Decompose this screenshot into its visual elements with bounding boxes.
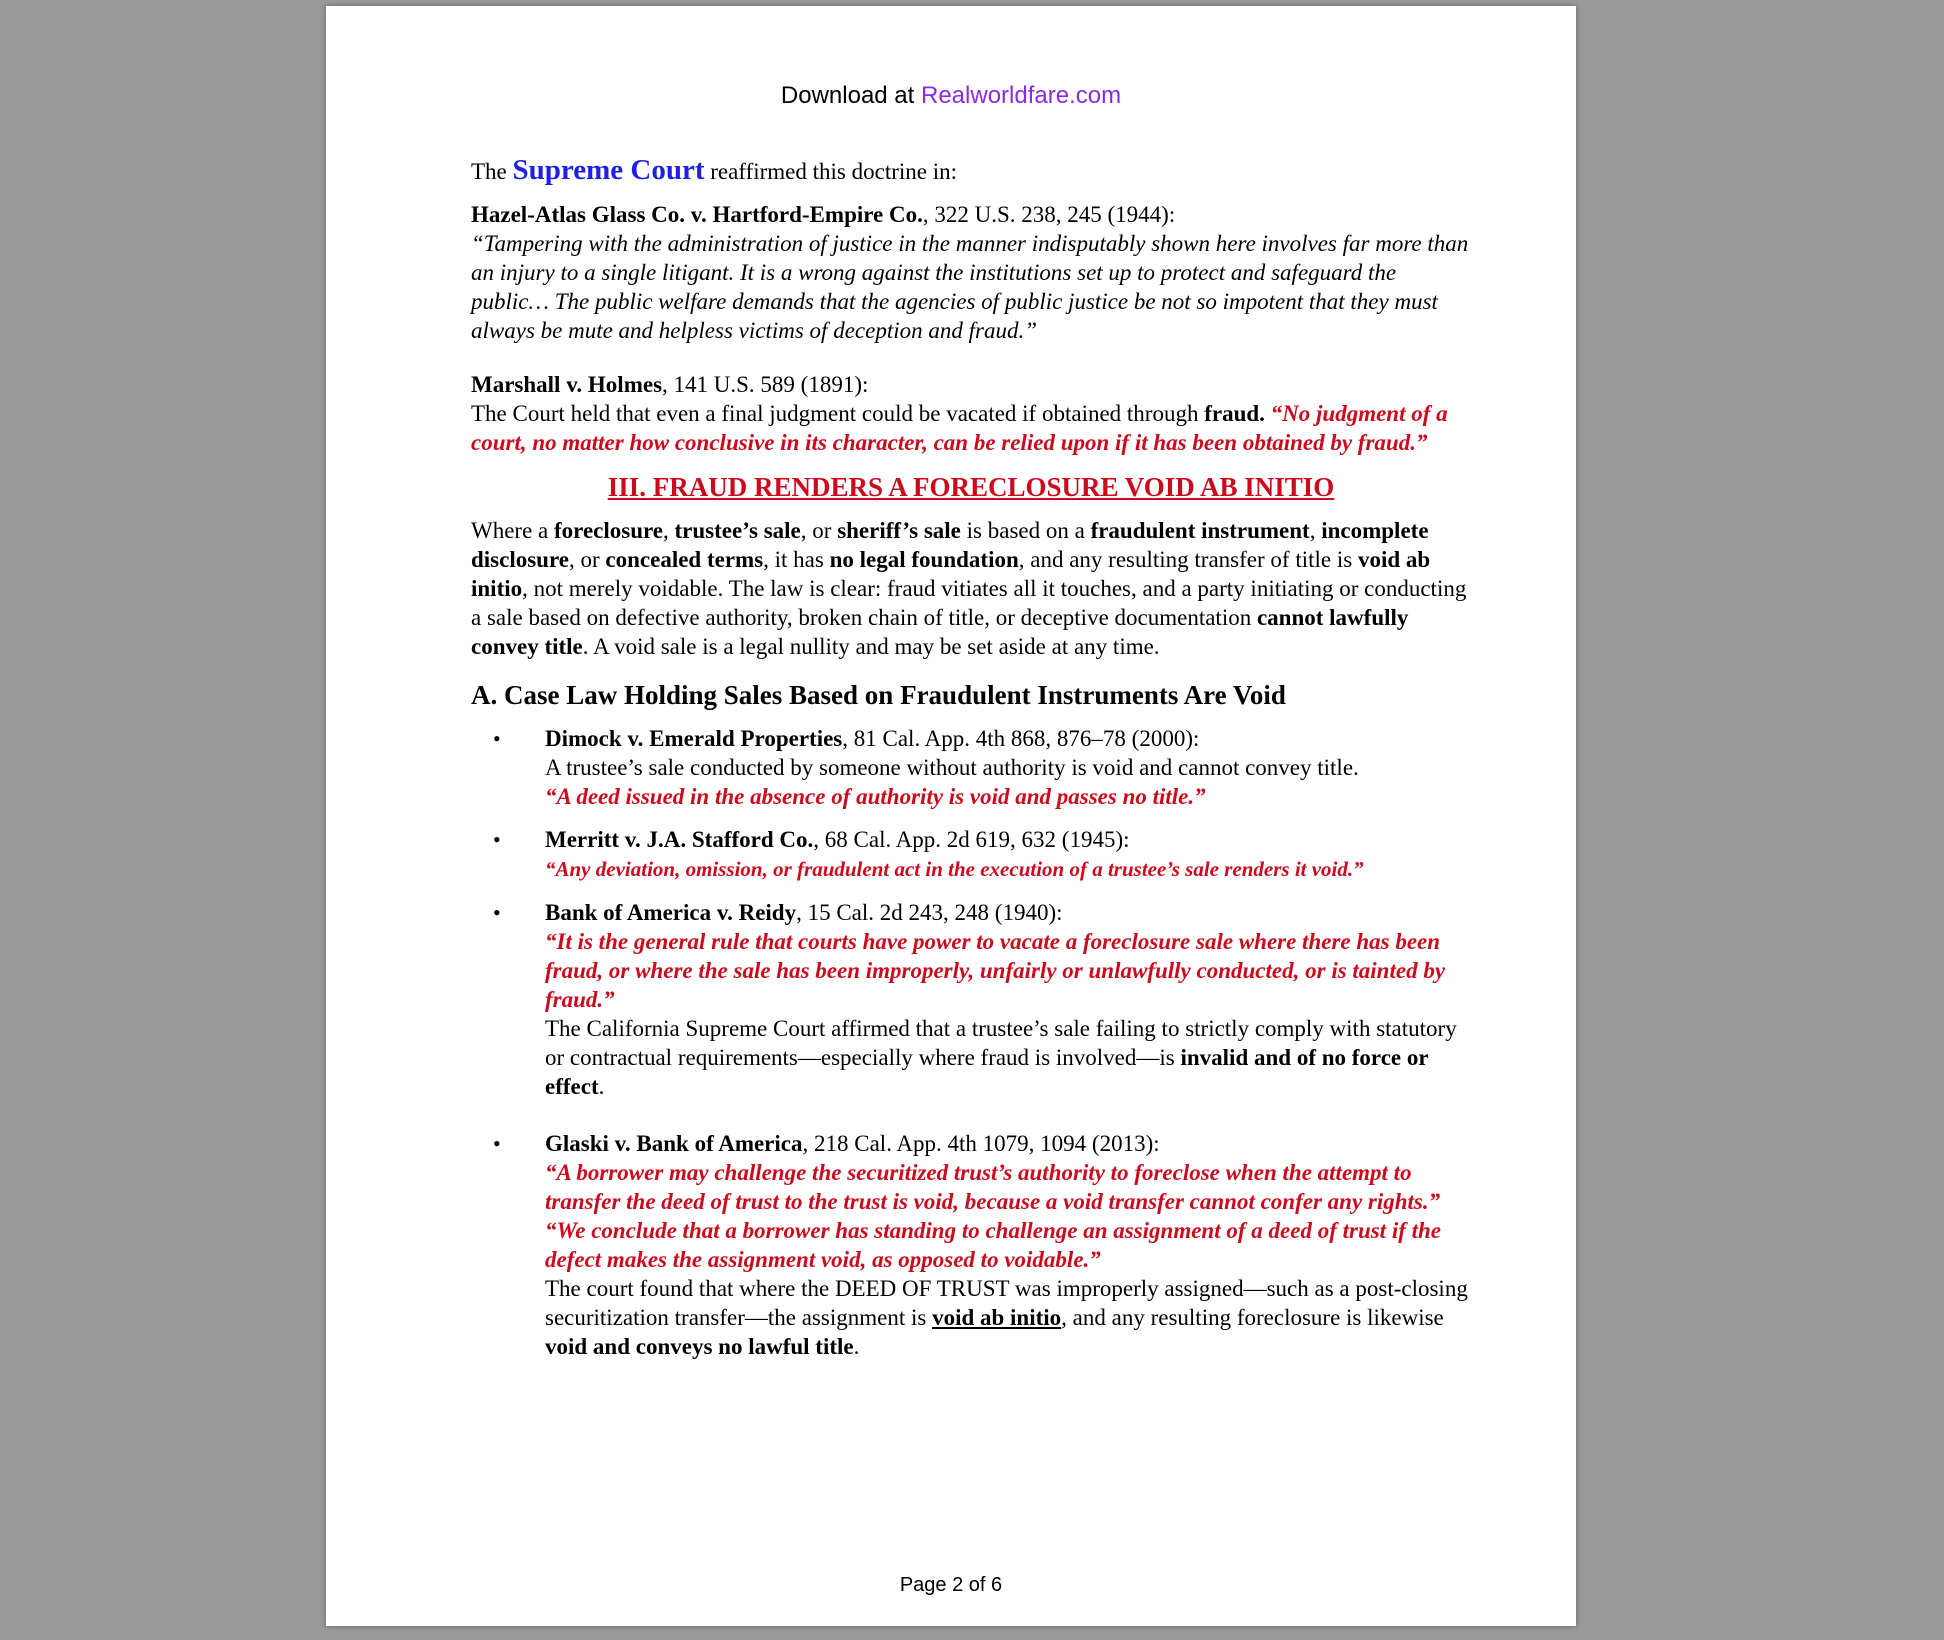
list-item (471, 825, 1471, 884)
intro-paragraph (471, 156, 1471, 186)
case-name: Dimock v. Emerald Properties (545, 726, 843, 751)
hazel-atlas-citation (471, 200, 1471, 345)
case-quote: “Any deviation, omission, or fraudulent act in the execution of a trustee’s sale renders it void.” (545, 857, 1364, 881)
section-title: III. FRAUD RENDERS A FORECLOSURE VOID AB INITIO (607, 472, 1335, 502)
site-link[interactable]: Realworldfare.com (921, 82, 1122, 109)
intro-post: reaffirmed this doctrine in: (704, 159, 957, 184)
document-page (326, 6, 1576, 1626)
header-prefix: Download at (780, 82, 921, 109)
case-quote: “Tampering with the administration of justice in the manner indisputably shown here involves far more than an injury to a single litigant. It is a wrong against the institutions set up to protect and safeguard the public… The public welfare demands that the agencies of public justice be not so impotent that they must always be mute and helpless victims of deception and fraud.” (471, 231, 1469, 343)
bullet-icon: • (493, 900, 501, 925)
bullet-icon: • (493, 827, 501, 852)
case-bold: void and conveys no lawful title (545, 1334, 854, 1359)
list-item: • Bank of America v. Reidy, 15 Cal. 2d 243, 248 (1940): “It is the general rule that courts have power to vacate a foreclosure sale where there has been fraud, or where the sale has been improperly, unfairly or unlawfully conducted, or is tainted by fraud.” The California Supreme Court affirmed that a trustee’s sale failing to strictly comply with statutory or contractual requirements—especially where fraud is involved—is invalid and of no force or effect. (493, 900, 1457, 1099)
case-text: A trustee’s sale conducted by someone without authority is void and cannot convey title. (545, 755, 1359, 780)
case-quote: “No judgment of a court, no matter how conclusive in its character, can be relied upon if it has been obtained by fraud.” (471, 401, 1448, 455)
bullet-icon: • (493, 726, 501, 751)
case-cite: , 141 U.S. 589 (1891): (662, 372, 869, 397)
page-header (326, 82, 1576, 110)
list-item: • Glaski v. Bank of America, 218 Cal. App. 4th 1079, 1094 (2013): “A borrower may challenge the securitized trust’s authority to foreclose when the attempt to transfer the deed of trust to the trust is void, because a void transfer cannot confer any rights.” “We conclude that a borrower has standing to challenge an assignment of a deed of trust if the defect makes the assignment void, as opposed to voidable.” The court found that where the DEED OF TRUST was improperly assigned—such as a post-closing securitization transfer—the assignment is void ab initio, and any resulting foreclosure is likewise void and conveys no lawful title. (493, 1131, 1468, 1359)
case-cite: , 218 Cal. App. 4th 1079, 1094 (2013): (802, 1131, 1160, 1156)
case-quote: “We conclude that a borrower has standing to challenge an assignment of a deed of trust if the defect makes the assignment void, as opposed to voidable.” (545, 1218, 1442, 1272)
case-cite: , 322 U.S. 238, 245 (1944): (922, 202, 1176, 227)
case-name: Marshall v. Holmes (471, 372, 663, 397)
subsection-heading: A. Case Law Holding Sales Based on Fraudulent Instruments Are Void (471, 680, 1286, 710)
case-name: Merritt v. J.A. Stafford Co. (545, 827, 814, 852)
case-cite: , 15 Cal. 2d 243, 248 (1940): (796, 900, 1063, 925)
marshall-citation (471, 370, 1471, 457)
case-bold: void ab initio (932, 1305, 1062, 1330)
case-name: Glaski v. Bank of America (545, 1131, 803, 1156)
case-quote: “A borrower may challenge the securitized trust’s authority to foreclose when the attempt to transfer the deed of trust to the trust is void, because a void transfer cannot confer any rights.” (545, 1160, 1441, 1214)
case-text: The Court held that even a final judgment could be vacated if obtained through (471, 401, 1205, 426)
case-name: Bank of America v. Reidy (545, 900, 797, 925)
case-name: Hazel-Atlas Glass Co. v. Hartford-Empire Co. (471, 202, 923, 227)
case-bold: fraud. (1204, 401, 1265, 426)
bullet-icon: • (493, 1131, 501, 1156)
case-bold: invalid and of no force or effect (545, 1045, 1429, 1099)
case-quote: “A deed issued in the absence of authority is void and passes no title.” (545, 784, 1206, 809)
case-text: The court found that where the DEED OF TRUST was improperly assigned—such as a post-closing securitization transfer—the assignment is (545, 1276, 1468, 1330)
intro-pre: The (471, 159, 513, 184)
case-cite: , 68 Cal. App. 2d 619, 632 (1945): (813, 827, 1130, 852)
case-list (471, 724, 1471, 1361)
case-text: The California Supreme Court affirmed that a trustee’s sale failing to strictly comply with statutory or contractual requirements—especially where fraud is involved—is (545, 1016, 1457, 1070)
section-paragraph: Where a foreclosure, trustee’s sale, or sheriff’s sale is based on a fraudulent instrument, incomplete disclosure, or concealed terms, it has no legal foundation, and any resulting transfer of title is void ab initio, not merely voidable. The law is clear: fraud vitiates all it touches, and a party initiating or conducting a sale based on defective authority, broken chain of title, or deceptive documentation cannot lawfully convey title. A void sale is a legal nullity and may be set aside at any time. (471, 518, 1467, 659)
list-item (471, 724, 1471, 811)
page-number: Page 2 of 6 (899, 1574, 1003, 1596)
supreme-court-label: Supreme Court (512, 154, 705, 186)
case-cite: , 81 Cal. App. 4th 868, 876–78 (2000): (842, 726, 1200, 751)
case-quote: “It is the general rule that courts have power to vacate a foreclosure sale where there has been fraud, or where the sale has been improperly, unfairly or unlawfully conducted, or is tainted by fraud.” (545, 929, 1446, 1012)
page-content (471, 156, 1471, 1361)
